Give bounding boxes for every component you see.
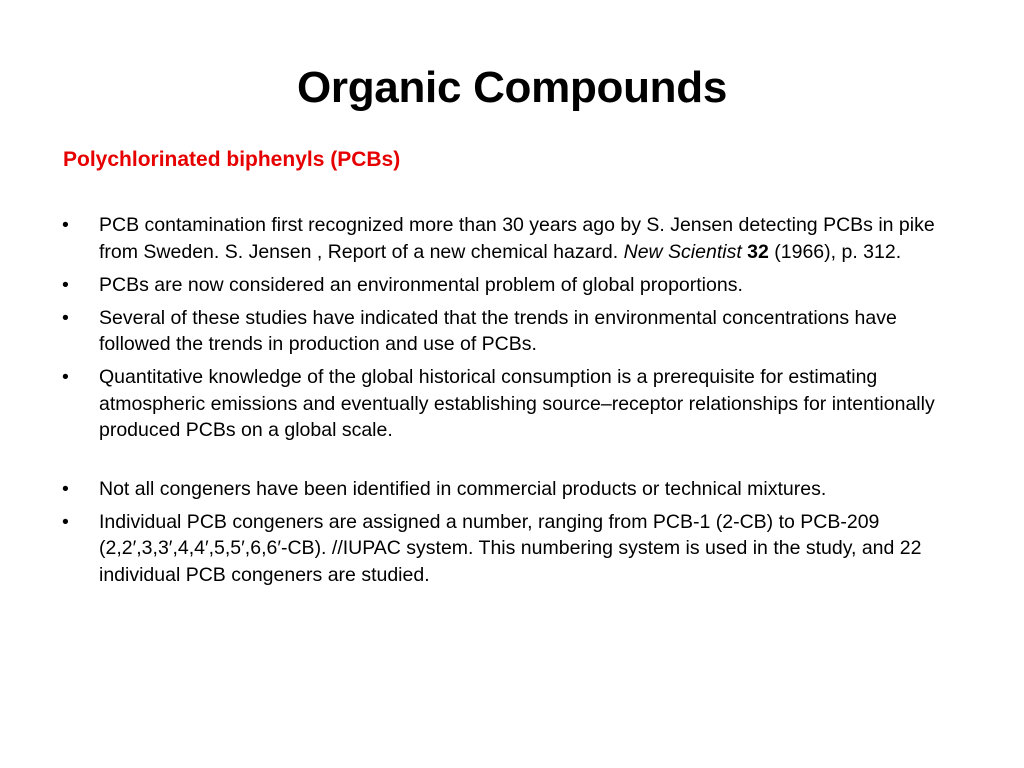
bullet-text: Not all congeners have been identified in commercial products or technical mixtures. [99, 477, 827, 500]
citation-volume: 32 [747, 240, 769, 263]
slide-subtitle: Polychlorinated biphenyls (PCBs) [63, 148, 401, 171]
bullet-item [62, 509, 962, 589]
bullet-dot-icon: • [62, 214, 69, 236]
bullet-text: PCBs are now considered an environmental problem of global proportions. [99, 273, 743, 296]
citation-tail: (1966), p. 312. [768, 240, 902, 263]
bullet-item [62, 212, 962, 265]
slide-title: Organic Compounds [296, 63, 728, 112]
bullet-dot-icon: • [62, 477, 69, 500]
bullet-dot-icon: • [62, 510, 69, 533]
bullet-dot-icon: • [62, 306, 69, 329]
bullet-item [62, 272, 962, 299]
bullet-item [62, 305, 962, 358]
bullet-list [62, 212, 962, 595]
citation-journal: New Scientist [623, 240, 742, 263]
bullet-dot-icon: • [62, 366, 69, 388]
bullet-text: PCB contamination first recognized more than 30 years ago by S. Jensen detecting PCBs in pike from Sweden. S. Jensen , Report of a new chemical hazard. [99, 214, 935, 263]
bullet-dot-icon: • [62, 273, 69, 296]
bullet-text: Several of these studies have indicated that the trends in environmental concentrations have followed the trends in production and use of PCBs. [99, 306, 897, 355]
bullet-text: Individual PCB congeners are assigned a number, ranging from PCB-1 (2-CB) to PCB-209 (2,2′,3,3′,4,4′,5,5′,6,6′-CB). //IUPAC system. This numbering system is used in the study, and 22 individual PCB congeners are studied. [99, 510, 922, 586]
bullet-item [62, 476, 962, 503]
bullet-item [62, 364, 962, 444]
bullet-text: Quantitative knowledge of the global historical consumption is a prerequisite for estimating atmospheric emissions and eventually establishing source–receptor relationships for intentionally produced PCBs on a global scale. [99, 366, 935, 441]
